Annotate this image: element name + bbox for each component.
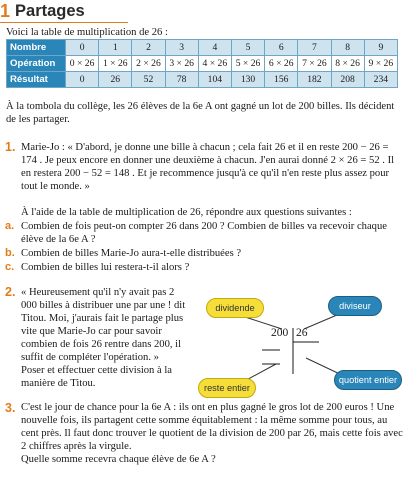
table-row: [7, 56, 398, 72]
question-2-text: « Heureusement qu'il n'y avait pas 2 000 billes à distribuer une par une ! dit Titou. Moi, j'aurais fait le partage plus vite que Marie-Jo car pour savoir combien de fois 26 rentre dans 200, il suffit de compléter l'opération. »: [21, 287, 186, 363]
division-dividend: 200: [271, 327, 289, 339]
row-header-nombre: Nombre: [7, 40, 66, 56]
label-reste-entier: reste entier: [198, 378, 256, 398]
question-2-block: [21, 286, 191, 390]
question-1-number: 1.: [5, 140, 16, 154]
question-3-question: Quelle somme recevra chaque élève de 6e A ?: [21, 454, 216, 465]
table-cell: 5: [231, 40, 264, 56]
question-1a-text: Combien de fois peut-on compter 26 dans 200 ? Combien de billes va recevoir chaque élève de la 6e A ?: [21, 221, 387, 245]
table-cell: 130: [231, 72, 264, 88]
label-diviseur: diviseur: [328, 296, 382, 316]
table-cell: 5 × 26: [231, 56, 264, 72]
table-cell: 182: [298, 72, 331, 88]
table-cell: 0: [66, 40, 99, 56]
table-cell: 7 × 26: [298, 56, 331, 72]
table-cell: 78: [165, 72, 198, 88]
table-cell: 26: [99, 72, 132, 88]
question-3-text: C'est le jour de chance pour la 6e A : ils ont en plus gagné le gros lot de 200 euros ! Une nouvelle fois, ils partagent cette somme équitablement : la même somme pour tous, au cent près. Il faut donc trouver le quotient de la division de 200 par 26, mais cette fois avec 2 chiffres après la virgule.: [21, 402, 403, 452]
row-header-resultat: Résultat: [7, 72, 66, 88]
table-cell: 104: [198, 72, 231, 88]
question-3-number: 3.: [5, 401, 16, 415]
question-1b-letter: b.: [5, 247, 15, 259]
table-cell: 1: [99, 40, 132, 56]
question-1b-text: Combien de billes Marie-Jo aura-t-elle distribuées ?: [21, 248, 242, 259]
table-row: [7, 40, 398, 56]
table-cell: 8: [331, 40, 364, 56]
section-number: 1: [0, 0, 11, 21]
table-cell: 1 × 26: [99, 56, 132, 72]
question-1-instruction: À l'aide de la table de multiplication de 26, répondre aux questions suivantes :: [21, 207, 352, 218]
context-text: À la tombola du collège, les 26 élèves de la 6e A ont gagné un lot de 200 billes. Ils décident de les partager.: [6, 101, 395, 125]
question-2-instruction: Poser et effectuer cette division à la manière de Titou.: [21, 365, 172, 389]
table-cell: 9: [364, 40, 397, 56]
title-underline: [0, 22, 128, 24]
table-cell: 6: [265, 40, 298, 56]
table-cell: 8 × 26: [331, 56, 364, 72]
page-title: [0, 1, 85, 21]
question-3-block: [21, 401, 403, 466]
question-2-number: 2.: [5, 285, 16, 299]
table-cell: 4 × 26: [198, 56, 231, 72]
table-cell: 0 × 26: [66, 56, 99, 72]
table-cell: 234: [364, 72, 397, 88]
table-cell: 2: [132, 40, 165, 56]
label-dividende: dividende: [206, 298, 264, 318]
table-cell: 3 × 26: [165, 56, 198, 72]
table-cell: 0: [66, 72, 99, 88]
intro-text: Voici la table de multiplication de 26 :: [6, 27, 168, 38]
table-cell: 52: [132, 72, 165, 88]
multiplication-table: [6, 39, 398, 88]
question-1-text: Marie-Jo : « D'abord, je donne une bille à chacun ; cela fait 26 et il en reste 200 − 26 = 174 . Je peux encore en donner une deuxième à chacun. J'en aurai donné 2 × 26 = 52 . Il en restera 200 − 52 = 148 . Et je recommence jusqu'à ce qu'il n'en reste plus assez pour tout le monde. »: [21, 142, 395, 192]
question-1c-text: Combien de billes lui restera-t-il alors ?: [21, 262, 190, 273]
table-row: [7, 72, 398, 88]
table-cell: 9 × 26: [364, 56, 397, 72]
table-cell: 6 × 26: [265, 56, 298, 72]
table-cell: 4: [198, 40, 231, 56]
label-quotient-entier: quotient entier: [334, 370, 402, 390]
division-diagram: [194, 292, 405, 400]
table-cell: 208: [331, 72, 364, 88]
division-divisor: 26: [296, 327, 308, 339]
section-title: Partages: [15, 1, 85, 20]
table-cell: 3: [165, 40, 198, 56]
question-1a-letter: a.: [5, 220, 15, 232]
row-header-operation: Opération: [7, 56, 66, 72]
table-cell: 156: [265, 72, 298, 88]
table-cell: 2 × 26: [132, 56, 165, 72]
table-cell: 7: [298, 40, 331, 56]
question-1c-letter: c.: [5, 261, 15, 273]
